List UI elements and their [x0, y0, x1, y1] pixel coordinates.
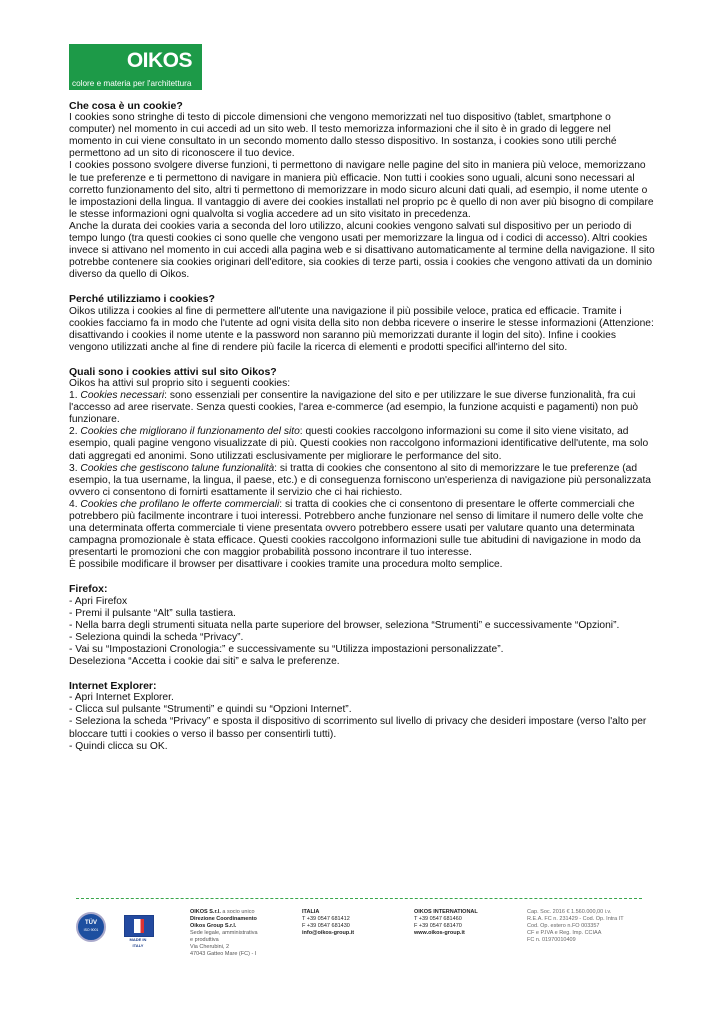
- instruction-line: - Nella barra degli strumenti situata nella parte superiore del browser, seleziona “Strumenti” e successivamente “Opzioni”.: [69, 619, 620, 631]
- instruction-line: Deseleziona “Accetta i cookie dai siti” e salva le preferenze.: [69, 656, 340, 668]
- instruction-line: - Apri Internet Explorer.: [69, 692, 174, 704]
- logo-mark: [69, 44, 202, 78]
- instruction-line: - Premi il pulsante “Alt” sulla tastiera.: [69, 607, 236, 619]
- section-firefox: [69, 583, 655, 668]
- instruction-line: - Clicca sul pulsante “Strumenti” e quindi su “Opzioni Internet”.: [69, 704, 352, 716]
- paragraph: Oikos utilizza i cookies al fine di permettere all'utente una navigazione il più possibile veloce, pratica ed efficacie. Tramite i cookies facciamo fa in modo che l'utente ad ogni visita della sito non debba ricevere o inserire le stesse informazioni (Attenzione: disattivando i cookies il nome utente e la password non saranno più memorizzati durante il login del sito). Infine i cookies vengono utilizzati anche al fine di rendere più facile la ricerca di elementi e prodotti specifici all'interno del sito.: [69, 305, 654, 353]
- footer-legal-info: Cap. Soc. 2016 € 1.560.000,00 i.v. R.E.A. FC n. 231429 - Cod. Op. Intra IT Cod. Op. estero n.FO 003357 CF e P.IVA e Reg. Imp. CCIAA FC n. 01970010409: [527, 909, 624, 943]
- section-internet-explorer: [69, 680, 655, 753]
- section-why-cookies: [69, 293, 655, 353]
- oikos-logo: [69, 44, 202, 90]
- tuv-certification-icon: TÜV ISO 9001: [76, 912, 106, 942]
- footer-company-info: OIKOS S.r.l. a socio unico Direzione Coordinamento Oikos Group S.r.l. Sede legale, amministrativa e produttiva Via Cherubini, 2 47043 Gatteo Mare (FC) - I: [190, 909, 258, 957]
- list-item: 1. Cookies necessari: sono essenziali per consentire la navigazione del sito e per utilizzare le sue diverse funzionalità, fra cui l'accesso ad aree riservate. Senza questi cookies, l'area e-commerce (ad esempio, la funzione acquisti e pagamenti) non può funzionare.: [69, 390, 639, 426]
- instruction-line: - Seleziona quindi la scheda “Privacy”.: [69, 631, 244, 643]
- paragraph: È possibile modificare il browser per disattivare i cookies tramite una procedura molto semplice.: [69, 559, 503, 571]
- footer: [76, 909, 642, 969]
- footer-italia-contacts: ITALIA T +39 0547 681412 F +39 0547 681430 info@oikos-group.it: [302, 909, 355, 936]
- section-heading: Perché utilizziamo i cookies?: [69, 293, 215, 306]
- paragraph: I cookies sono stringhe di testo di piccole dimensioni che vengono memorizzati nel tuo dispositivo (tablet, smartphone o computer) nel momento in cui accedi ad un sito web. Il testo memorizza informazioni che il sito è in grado di leggere nel momento in cui viene consultato in un secondo momento dallo stesso dispositivo. In sostanza, i cookies sono utili perché permettono ad un sito di riconoscere il tuo device.: [69, 112, 617, 160]
- document-body: [69, 100, 655, 765]
- section-heading: Firefox:: [69, 583, 108, 596]
- footer-email-link[interactable]: info@oikos-group.it: [302, 930, 355, 936]
- logo-tagline: colore e materia per l'architettura: [69, 78, 202, 90]
- instruction-line: - Quindi clicca su OK.: [69, 740, 168, 752]
- section-active-cookies: [69, 366, 655, 572]
- section-heading: Quali sono i cookies attivi sul sito Oikos?: [69, 365, 277, 378]
- footer-divider: [76, 898, 642, 899]
- instruction-line: - Apri Firefox: [69, 595, 128, 607]
- made-in-italy-icon: MADE IN ITALY: [124, 915, 154, 945]
- footer-international-contacts: OIKOS INTERNATIONAL T +39 0547 681460 F +39 0547 681470 www.oikos-group.it: [414, 909, 478, 936]
- paragraph: I cookies possono svolgere diverse funzioni, ti permettono di navigare nelle pagine del sito in maniera più veloce, memorizzano le tue preferenze e ti permettono di navigare in maniera più efficacie. Non tutti i cookies sono uguali, alcuni sono necessari al corretto funzionamento del sito, altri ti permettono di memorizzare in modo sicuro alcuni dati quali, ad esempio, il nome utente o le impostazioni della lingua. Il vantaggio di avere dei cookies installati nel proprio pc è quello di non aver più bisogno di compilare le stesse informazioni ogni qualvolta si voglia accedere ad un sito visitato in precedenza.: [69, 160, 654, 220]
- list-item: 4. Cookies che profilano le offerte commerciali: si tratta di cookies che ci consentono di presentare le offerte commerciali che potrebbero più facilmente incontrare i tuoi interessi. Potrebbero anche funzionare nel senso di limitare il numero delle volte che una determinata offerta commerciale ti viene presentata ovvero potrebbero essere usati per valutare quanto una determinata campagna promozionale è stata efficace. Questi cookies raccolgono informazioni sulle tue abitudini di navigazione in modo da presentarti le promozioni che con maggior probabilità possono incontrare il tuo interesse.: [69, 498, 644, 559]
- paragraph: Anche la durata dei cookies varia a seconda del loro utilizzo, alcuni cookies vengono salvati sul dispositivo per un periodo di tempo lungo (tra questi cookies ci sono quelle che vengono usati per memorizzare la lingua od i codici di accesso). Altri cookies invece si attivano nel momento in cui accedi alla pagina web e si disattivano automaticamente al termine della navigazione. Il sito potrebbe contenere sia cookies originari dell'editore, sia cookies di terze parti, ossia i cookies che vengono attivati da un dominio diverso da quello di Oikos.: [69, 220, 655, 281]
- list-item: 2. Cookies che migliorano il funzionamento del sito: questi cookies raccolgono informazioni su come il sito viene visitato, ad esempio, quali pagine vengono visualizzate di più. Questi cookies non raccolgono informazioni identificative dell'utente, ma solo dati aggregati ed anonimi. Sono utilizzati esclusivamente per migliorare le performance del sito.: [69, 426, 649, 462]
- list-item: 3. Cookies che gestiscono talune funzionalità: si tratta di cookies che consentono al sito di memorizzare le tue preferenze (ad esempio, la tua username, la lingua, il paese, etc.) e di conseguenza forniscono un'esperienza di navigazione più personalizzata ovvero ci consentono di fornirti esattamente il servizio che ci hai richiesto.: [69, 462, 652, 498]
- instruction-line: - Seleziona la scheda “Privacy” e sposta il dispositivo di scorrimento sul livello di privacy che desideri impostare (verso l'alto per bloccare tutti i cookies o verso il basso per consentirli tutti).: [69, 716, 647, 740]
- footer-web-link[interactable]: www.oikos-group.it: [414, 930, 465, 936]
- logo-word: OIKOS: [126, 49, 192, 72]
- instruction-line: - Vai su “Impostazioni Cronologia:” e successivamente su “Utilizza impostazioni personalizzate”.: [69, 643, 504, 655]
- section-heading: Internet Explorer:: [69, 680, 157, 693]
- section-what-is-cookie: [69, 100, 655, 281]
- section-heading: Che cosa è un cookie?: [69, 100, 183, 112]
- paragraph: Oikos ha attivi sul proprio sito i seguenti cookies:: [69, 377, 291, 389]
